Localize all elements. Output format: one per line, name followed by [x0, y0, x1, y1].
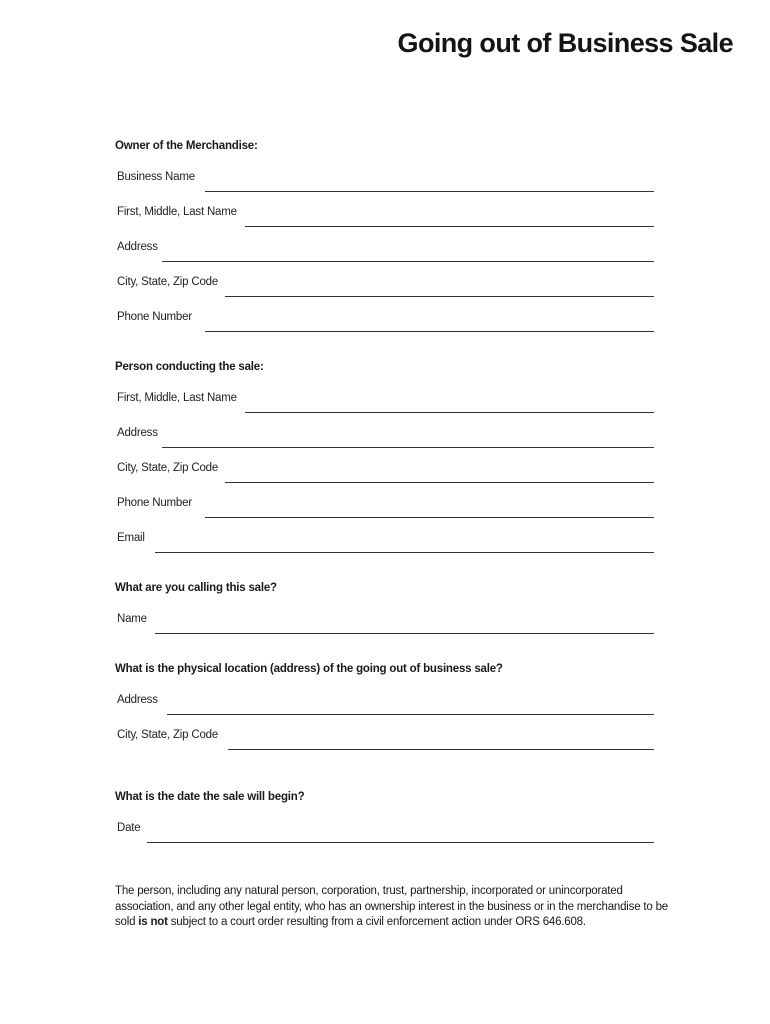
owner-address-label: Address: [117, 241, 158, 253]
page-title: Going out of Business Sale: [397, 28, 733, 58]
conductor-address-label: Address: [117, 427, 158, 439]
conductor-city-state-zip-label: City, State, Zip Code: [117, 462, 219, 474]
location-city-state-zip-line[interactable]: [228, 749, 654, 750]
location-section-heading: What is the physical location (address) of the going out of business sale?: [115, 663, 503, 675]
start-date-label: Date: [117, 822, 141, 834]
conductor-full-name-line[interactable]: [245, 412, 654, 413]
sale-name-label: Name: [117, 613, 147, 625]
conductor-email-label: Email: [117, 532, 145, 544]
legal-statement-part1: The person, including any natural person, corporation, trust, partnership, incorporated or unincorporated association, and any other legal entity, who has an ownership interest in the business or in the merchandise to be sold: [115, 885, 668, 928]
owner-business-name-line[interactable]: [205, 191, 654, 192]
conductor-phone-line[interactable]: [205, 517, 654, 518]
owner-section-heading: Owner of the Merchandise:: [115, 140, 258, 152]
owner-full-name-line[interactable]: [245, 226, 654, 227]
owner-business-name-label: Business Name: [117, 171, 195, 183]
conductor-address-line[interactable]: [162, 447, 654, 448]
conductor-city-state-zip-line[interactable]: [225, 482, 654, 483]
legal-statement: [115, 884, 675, 931]
owner-phone-label: Phone Number: [117, 311, 192, 323]
conductor-email-line[interactable]: [155, 552, 654, 553]
start-date-line[interactable]: [147, 842, 654, 843]
owner-city-state-zip-label: City, State, Zip Code: [117, 276, 219, 288]
owner-phone-line[interactable]: [205, 331, 654, 332]
sale-name-line[interactable]: [155, 633, 654, 634]
location-address-line[interactable]: [167, 714, 654, 715]
sale-name-section-heading: What are you calling this sale?: [115, 582, 277, 594]
conductor-full-name-label: First, Middle, Last Name: [117, 392, 237, 404]
owner-city-state-zip-line[interactable]: [225, 296, 654, 297]
owner-full-name-label: First, Middle, Last Name: [117, 206, 237, 218]
location-city-state-zip-label: City, State, Zip Code: [117, 729, 219, 741]
start-date-section-heading: What is the date the sale will begin?: [115, 791, 305, 803]
location-address-label: Address: [117, 694, 158, 706]
legal-statement-emphasis: is not: [138, 916, 168, 928]
conductor-section-heading: Person conducting the sale:: [115, 361, 264, 373]
legal-statement-part2: subject to a court order resulting from a civil enforcement action under ORS 646.608.: [167, 916, 586, 928]
conductor-phone-label: Phone Number: [117, 497, 192, 509]
owner-address-line[interactable]: [162, 261, 654, 262]
